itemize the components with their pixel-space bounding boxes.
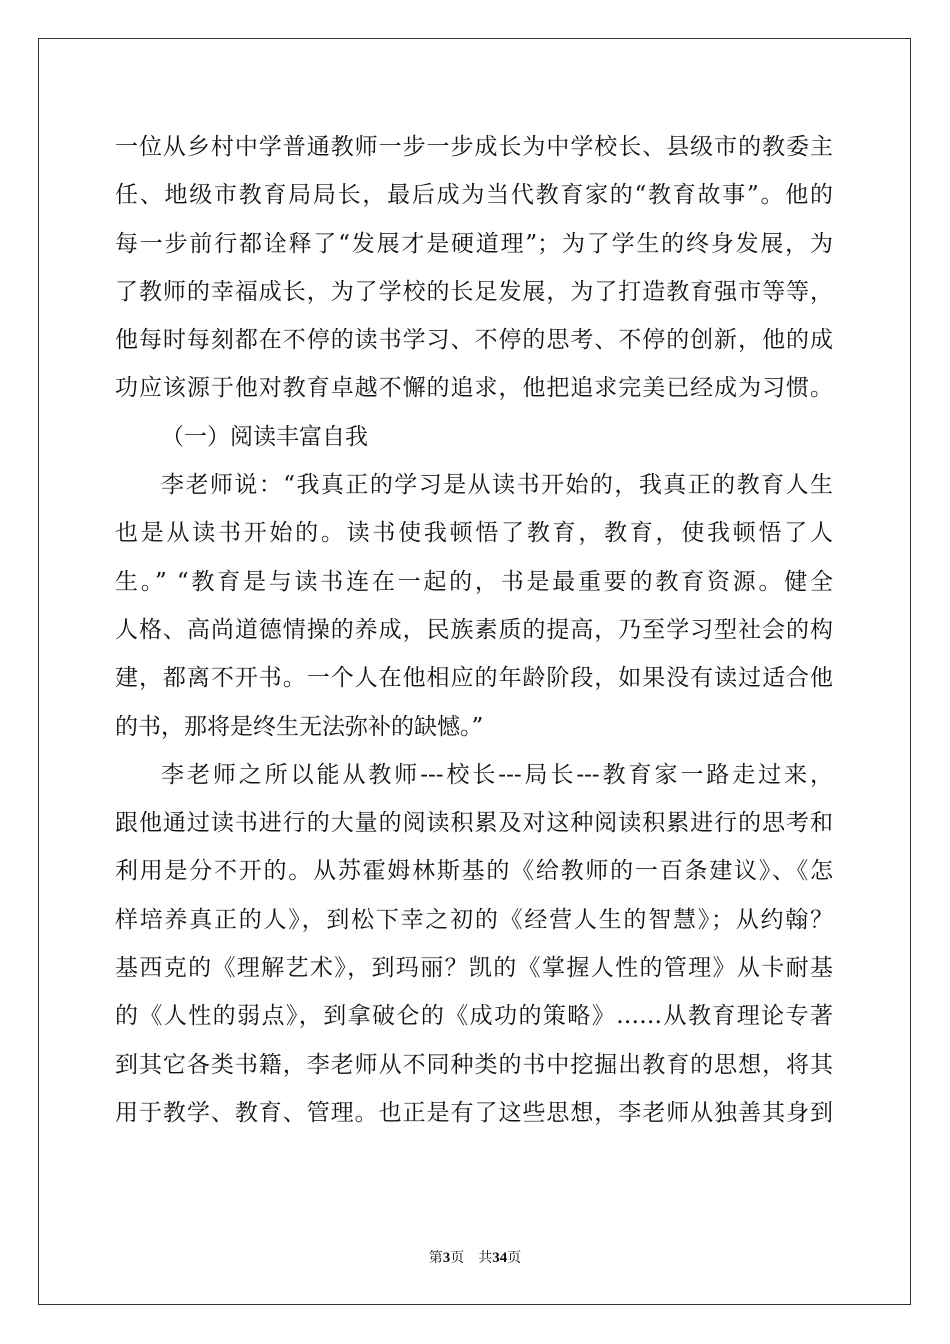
text-line: 李老师之所以能从教师---校长---局长---教育家一路走过来，: [161, 761, 833, 788]
footer-suffix: 页: [507, 1250, 522, 1266]
text-line: 利用是分不开的。从苏霍姆林斯基的《给教师的一百条建议》、《怎: [115, 858, 833, 885]
document-body: [115, 127, 833, 1141]
text-line: 李老师说：“我真正的学习是从读书开始的，我真正的教育人生: [161, 472, 833, 499]
current-page-number: 3: [442, 1250, 451, 1266]
text-line: 一位从乡村中学普通教师一步一步成长为中学校长、县级市的教委主: [115, 134, 833, 160]
text-line: 功应该源于他对教育卓越不懈的追求，他把追求完美已经成为习惯。: [115, 375, 833, 402]
text-line: 人格、高尚道德情操的养成，民族素质的提高，乃至学习型社会的构: [115, 616, 833, 643]
text-line: 建，都离不开书。一个人在他相应的年龄阶段，如果没有读过适合他: [115, 665, 833, 692]
text-line: 也是从读书开始的。读书使我顿悟了教育，教育，使我顿悟了人: [115, 520, 833, 547]
text-line: 基西克的《理解艺术》，到玛丽？凯的《掌握人性的管理》从卡耐基: [115, 955, 833, 982]
page-footer: [0, 1247, 950, 1267]
footer-prefix: 第: [428, 1250, 443, 1266]
footer-middle: 页 共: [450, 1250, 493, 1266]
text-line: 他每时每刻都在不停的读书学习、不停的思考、不停的创新，他的成: [115, 327, 833, 354]
section-heading: （一）阅读丰富自我: [161, 423, 368, 450]
text-line: 跟他通过读书进行的大量的阅读积累及对这种阅读积累进行的思考和: [115, 810, 833, 837]
text-line: 到其它各类书籍，李老师从不同种类的书中挖掘出教育的思想，将其: [115, 1051, 833, 1078]
text-line: 任、地级市教育局局长，最后成为当代教育家的“教育故事”。他的: [115, 182, 833, 209]
total-pages-number: 34: [492, 1250, 508, 1266]
text-line: 生。” “教育是与读书连在一起的，书是最重要的教育资源。健全: [115, 568, 833, 595]
text-line: 了教师的幸福成长，为了学校的长足发展，为了打造教育强市等等，: [115, 278, 833, 305]
text-line: 的书，那将是终生无法弥补的缺憾。”: [115, 713, 484, 740]
text-line: 样培养真正的人》，到松下幸之初的《经营人生的智慧》；从约翰？: [115, 906, 833, 933]
text-line: 的《人性的弱点》，到拿破仑的《成功的策略》……从教育理论专著: [115, 1003, 833, 1030]
text-line: 每一步前行都诠释了“发展才是硬道理”；为了学生的终身发展，为: [115, 230, 833, 257]
text-line: 用于教学、教育、管理。也正是有了这些思想，李老师从独善其身到: [115, 1099, 833, 1126]
